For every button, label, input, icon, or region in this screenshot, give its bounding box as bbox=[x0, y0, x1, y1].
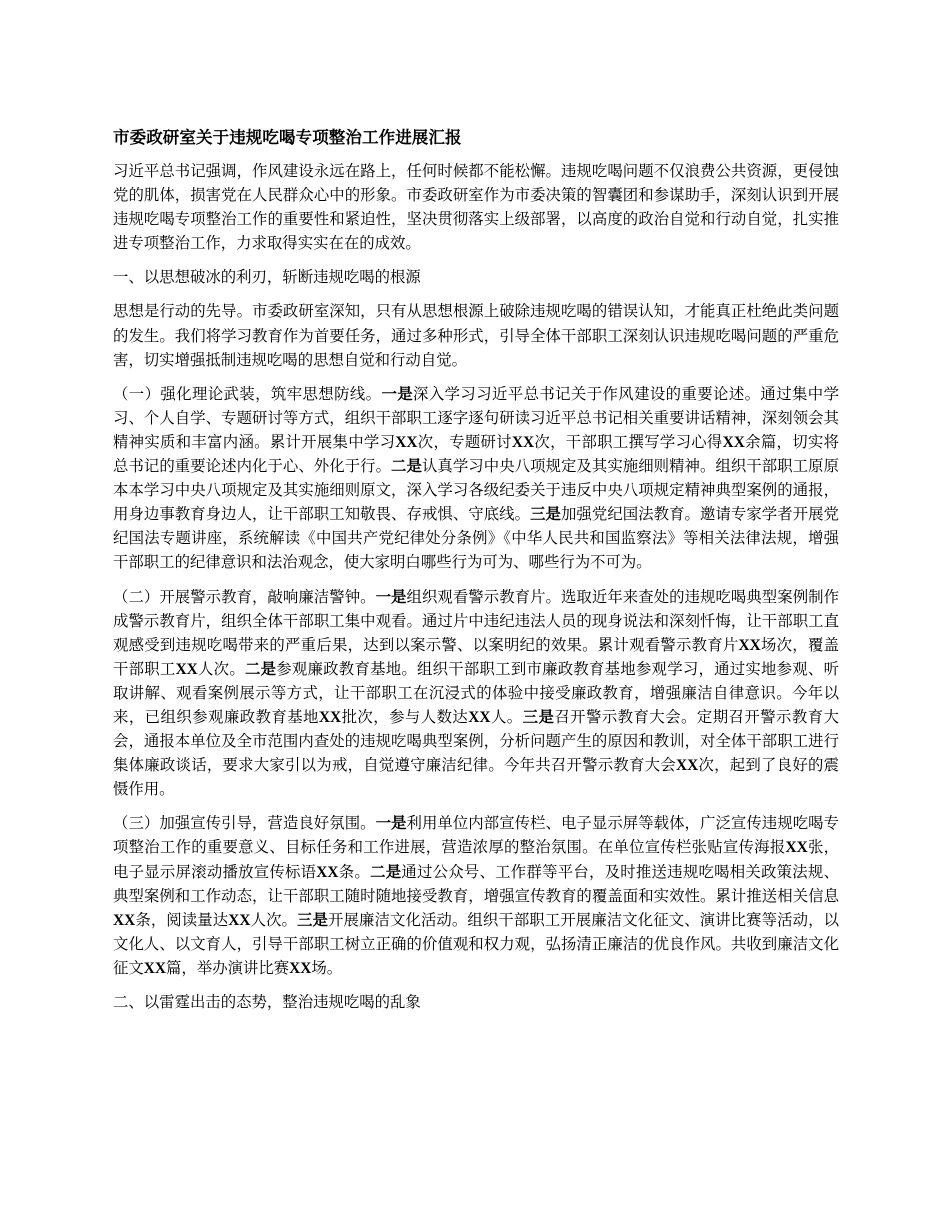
paragraph-subsection-1-1: （一）强化理论武装，筑牢思想防线。一是深入学习习近平总书记关于作风建设的重要论述。通过集中学习、个人自学、专题研讨等方式，组织干部职工逐字逐句研读习近平总书记相关重要讲话精神，深刻领会其精神实质和丰富内涵。累计开展集中学习XX次，专题研讨XX次，干部职工撰写学习心得XX余篇，切实将总书记的重要论述内化于心、外化于行。二是认真学习中央八项规定及其实施细则精神。组织干部职工原原本本学习中央八项规定及其实施细则原文，深入学习各级纪委关于违反中央八项规定精神典型案例的通报，用身边事教育身边人，让干部职工知敬畏、存戒惧、守底线。三是加强党纪国法教育。邀请专家学者开展党纪国法专题讲座，系统解读《中国共产党纪律处分条例》《中华人民共和国监察法》等相关法律法规，增强干部职工的纪律意识和法治观念，使大家明白哪些行为可为、哪些行为不可为。 bbox=[113, 385, 839, 572]
document-body bbox=[113, 126, 839, 1025]
paragraph-subsection-1-2: （二）开展警示教育，敲响廉洁警钟。一是组织观看警示教育片。选取近年来查处的违规吃喝典型案例制作成警示教育片，组织全体干部职工集中观看。通过片中违纪违法人员的现身说法和深刻忏悔，让干部职工直观感受到违规吃喝带来的严重后果，达到以案示警、以案明纪的效果。累计观看警示教育片XX场次，覆盖干部职工XX人次。二是参观廉政教育基地。组织干部职工到市廉政教育基地参观学习，通过实地参观、听取讲解、观看案例展示等方式，让干部职工在沉浸式的体验中接受廉政教育，增强廉洁自律意识。今年以来，已组织参观廉政教育基地XX批次，参与人数达XX人。三是召开警示教育大会。定期召开警示教育大会，通报本单位及全市范围内查处的违规吃喝典型案例，分析问题产生的原因和教训，对全体干部职工进行集体廉政谈话，要求大家引以为戒，自觉遵守廉洁纪律。今年共召开警示教育大会XX次，起到了良好的震慑作用。 bbox=[113, 588, 839, 799]
paragraph-section-1-intro: 思想是行动的先导。市委政研室深知，只有从思想根源上破除违规吃喝的错误认知，才能真正杜绝此类问题的发生。我们将学习教育作为首要任务，通过多种形式，引导全体干部职工深刻认识违规吃喝问题的严重危害，切实增强抵制违规吃喝的思想自觉和行动自觉。 bbox=[113, 303, 839, 369]
page-title: 市委政研室关于违规吃喝专项整治工作进展汇报 bbox=[113, 128, 462, 147]
section-heading-1: 一、以思想破冰的利刃，斩断违规吃喝的根源 bbox=[113, 269, 421, 287]
paragraph-subsection-1-3: （三）加强宣传引导，营造良好氛围。一是利用单位内部宣传栏、电子显示屏等载体，广泛宣传违规吃喝专项整治工作的重要意义、目标任务和工作进展，营造浓厚的整治氛围。在单位宣传栏张贴宣传海报XX张，电子显示屏滚动播放宣传标语XX条。二是通过公众号、工作群等平台，及时推送违规吃喝相关政策法规、典型案例和工作动态，让干部职工随时随地接受教育，增强宣传教育的覆盖面和实效性。累计推送相关信息XX条，阅读量达XX人次。三是开展廉洁文化活动。组织干部职工开展廉洁文化征文、演讲比赛等活动，以文化人、以文育人，引导干部职工树立正确的价值观和权力观，弘扬清正廉洁的优良作风。共收到廉洁文化征文XX篇，举办演讲比赛XX场。 bbox=[113, 815, 839, 977]
paragraph-intro: 习近平总书记强调，作风建设永远在路上，任何时候都不能松懈。违规吃喝问题不仅浪费公共资源，更侵蚀党的肌体，损害党在人民群众心中的形象。市委政研室作为市委决策的智囊团和参谋助手，深刻认识到开展违规吃喝专项整治工作的重要性和紧迫性，坚决贯彻落实上级部署，以高度的政治自觉和行动自觉，扎实推进专项整治工作，力求取得实实在在的成效。 bbox=[113, 163, 839, 253]
section-heading-2: 二、以雷霆出击的态势，整治违规吃喝的乱象 bbox=[113, 994, 421, 1011]
